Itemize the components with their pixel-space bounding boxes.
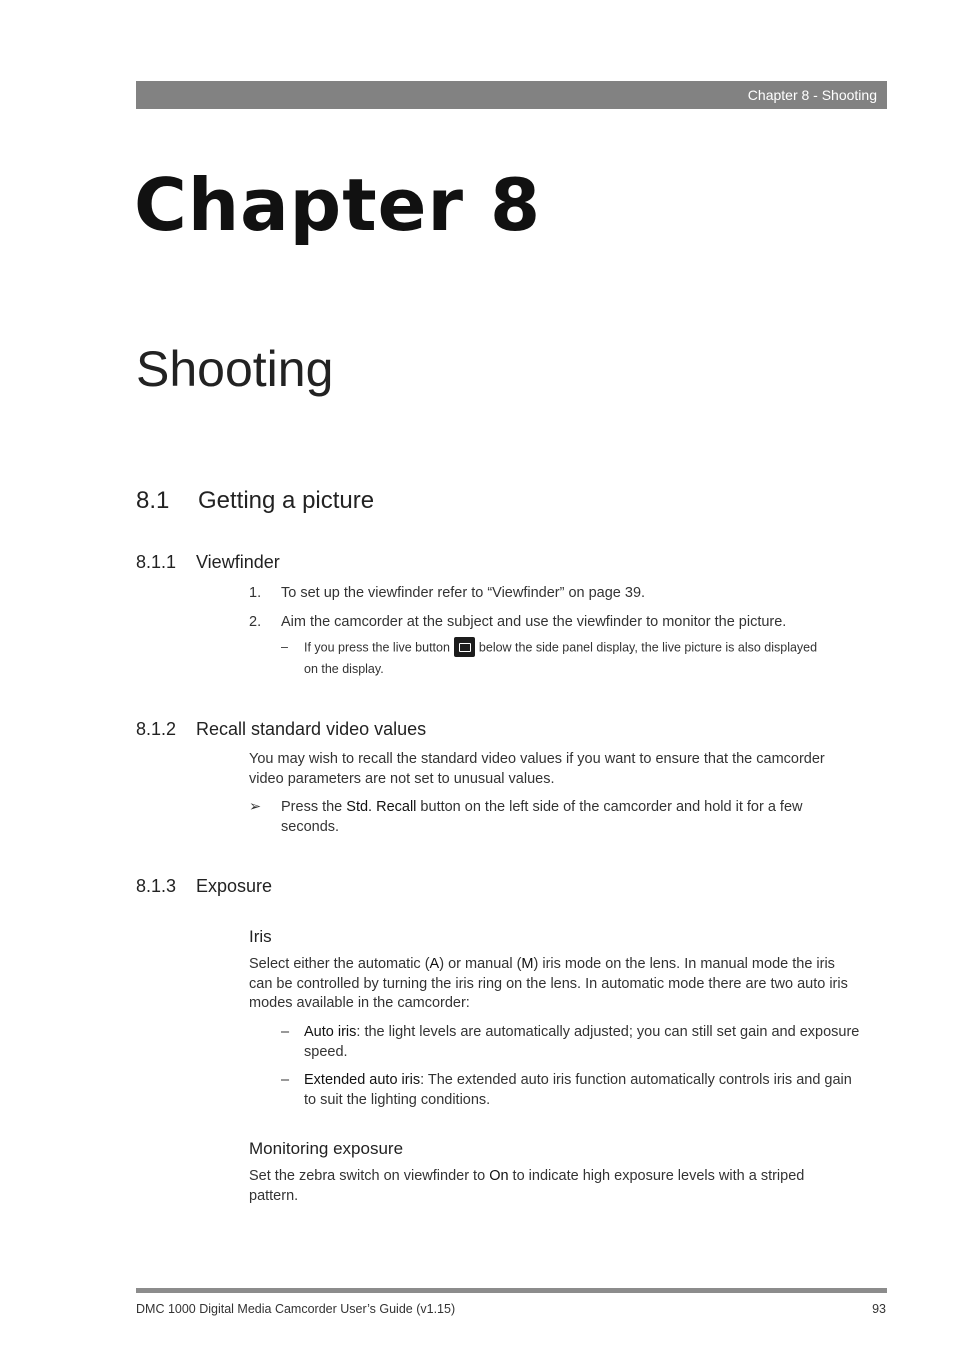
- text-fragment: Set the zebra switch on viewfinder to: [249, 1168, 490, 1184]
- list-item: [249, 613, 889, 637]
- section-title: Getting a picture: [198, 487, 375, 514]
- chapter-title: Shooting: [136, 341, 334, 397]
- step-marker: 2.: [249, 614, 262, 630]
- running-header: [136, 81, 887, 109]
- action-prefix: Press the: [281, 799, 347, 815]
- text-fragment: ) iris mode on the lens. In manual mode the iris: [533, 956, 835, 972]
- chapter-number-heading: Chapter 8: [134, 163, 542, 247]
- paragraph-line: [249, 1167, 889, 1187]
- paragraph-line: You may wish to recall the standard video values if you want to ensure that the camcorder: [249, 751, 825, 767]
- bullet-line-1: [304, 1023, 889, 1043]
- paragraph-line: video parameters are not set to unusual values.: [249, 770, 555, 787]
- step-text: To set up the viewfinder refer to “Viewfinder” on page 39.: [281, 585, 646, 601]
- viewfinder-steps: [249, 584, 889, 680]
- action-suffix: button on the left side of the camcorder and hold it for a few: [416, 799, 803, 815]
- note-line-1: [304, 637, 889, 659]
- section-number: 8.1.3: [136, 876, 177, 896]
- live-button-icon: [454, 637, 475, 657]
- paragraph-line: pattern.: [249, 1187, 299, 1204]
- zebra-on-value: On: [489, 1168, 509, 1184]
- std-recall-label: Std. Recall: [346, 799, 417, 815]
- section-heading-8-1-2: [136, 718, 426, 740]
- monitoring-exposure-heading: Monitoring exposure: [249, 1139, 404, 1158]
- step-marker: 1.: [249, 585, 262, 601]
- list-item: [281, 1071, 889, 1110]
- bullet-text: : The extended auto iris function automatically controls iris and gain: [420, 1072, 852, 1088]
- footer-guide-title: DMC 1000 Digital Media Camcorder User’s Guide (v1.15): [136, 1302, 456, 1316]
- paragraph-line: [249, 955, 889, 975]
- bullet-text: : the light levels are automatically adjusted; you can still set gain and exposure: [356, 1024, 860, 1040]
- note-line-2: on the display.: [304, 662, 384, 676]
- section-title: Recall standard video values: [196, 719, 427, 739]
- step-text: Aim the camcorder at the subject and use the viewfinder to monitor the picture.: [281, 614, 787, 630]
- list-item: [281, 1023, 889, 1062]
- iris-paragraph: [249, 955, 889, 1014]
- action-line-1: [281, 798, 889, 818]
- iris-heading: Iris: [249, 927, 272, 946]
- text-fragment: Select either the automatic (: [249, 956, 430, 972]
- recall-action-step: [249, 798, 889, 837]
- bullet-marker: –: [281, 1024, 290, 1040]
- arrow-icon: ➢: [249, 799, 262, 815]
- monitoring-paragraph: [249, 1167, 889, 1206]
- section-number: 8.1.1: [136, 552, 177, 572]
- bullet-line-2: speed.: [304, 1043, 348, 1060]
- running-header-title: Chapter 8 - Shooting: [747, 87, 877, 103]
- page-number: 93: [872, 1302, 886, 1316]
- manual-key: M: [521, 956, 534, 972]
- section-title: Exposure: [196, 876, 273, 896]
- note-text-before: If you press the live button: [304, 640, 450, 655]
- bullet-marker: –: [281, 1072, 290, 1088]
- auto-iris-term: Auto iris: [304, 1024, 357, 1040]
- text-fragment: to indicate high exposure levels with a striped: [508, 1168, 805, 1184]
- list-item: [249, 584, 889, 613]
- paragraph-line: modes available in the camcorder:: [249, 995, 470, 1011]
- auto-key: A: [429, 956, 440, 972]
- bullet-line-2: to suit the lighting conditions.: [304, 1091, 491, 1108]
- live-button-note: [249, 637, 889, 680]
- section-number: 8.1.2: [136, 719, 177, 739]
- bullet-line-1: [304, 1071, 889, 1091]
- extended-auto-iris-term: Extended auto iris: [304, 1072, 421, 1088]
- note-marker: –: [281, 640, 288, 654]
- footer-rule: [136, 1288, 887, 1293]
- paragraph-line: can be controlled by turning the iris ring on the lens. In automatic mode there are two auto iris: [249, 975, 848, 992]
- text-fragment: ) or manual (: [439, 956, 522, 972]
- section-heading-8-1-1: [136, 551, 280, 573]
- action-line-2: seconds.: [281, 818, 340, 835]
- section-heading-8-1-3: [136, 875, 272, 897]
- section-heading-8-1: [136, 486, 374, 516]
- note-text-after: below the side panel display, the live picture is also displayed: [478, 640, 818, 655]
- recall-paragraph: [249, 750, 889, 789]
- section-number: 8.1: [136, 487, 170, 514]
- section-title: Viewfinder: [196, 552, 280, 572]
